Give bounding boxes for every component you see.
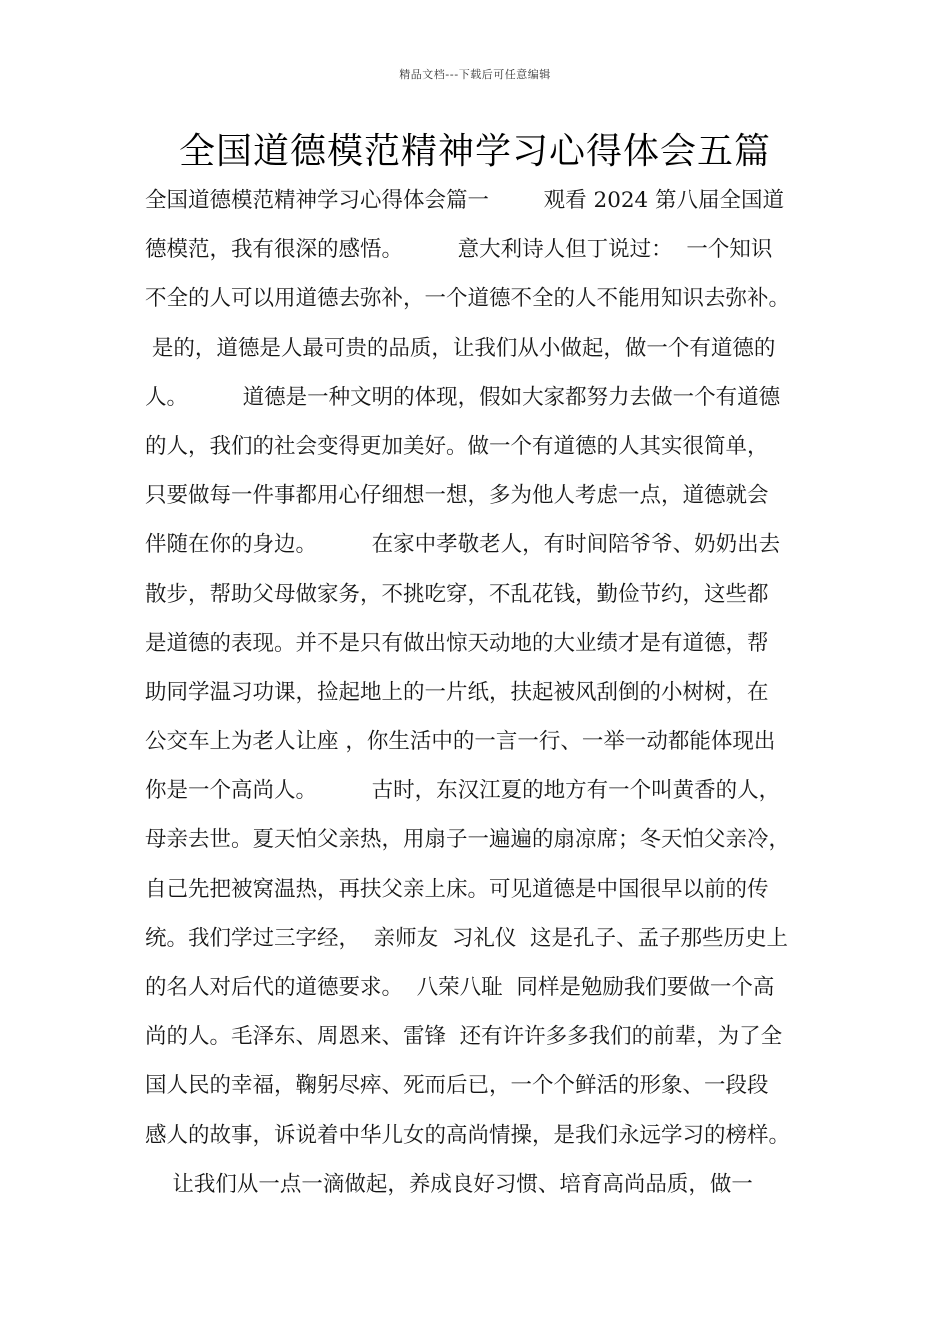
body-line: 助同学温习功课，捡起地上的一片纸，扶起被风刮倒的小树树，在 bbox=[145, 679, 769, 705]
body-line: 散步，帮助父母做家务，不挑吃穿，不乱花钱，勤俭节约，这些都 bbox=[145, 581, 769, 607]
body-line: 让我们从一点一滴做起，养成良好习惯、培育高尚品质，做一 bbox=[145, 1171, 753, 1197]
body-line: 的名人对后代的道德要求。 八荣八耻 同样是勉励我们要做一个高 bbox=[145, 975, 775, 1000]
body-line: 是道德的表现。并不是只有做出惊天动地的大业绩才是有道德，帮 bbox=[145, 630, 769, 656]
body-line: 只要做每一件事都用心仔细想一想，多为他人考虑一点，道德就会 bbox=[145, 483, 769, 509]
document-body bbox=[145, 178, 825, 1211]
body-line: 感人的故事，诉说着中华儿女的高尚情操，是我们永远学习的榜样。 bbox=[145, 1122, 791, 1148]
body-line: 母亲去世。夏天怕父亲热，用扇子一遍遍的扇凉席；冬天怕父亲冷， bbox=[145, 827, 791, 853]
body-line: 尚的人。毛泽东、周恩来、雷锋 还有许许多多我们的前辈，为了全 bbox=[145, 1024, 783, 1050]
body-line: 是的，道德是人最可贵的品质，让我们从小做起，做一个有道德的 bbox=[145, 335, 776, 361]
header-note: 精品文档---下载后可任意编辑 bbox=[399, 68, 551, 81]
body-line: 人。 道德是一种文明的体现，假如大家都努力去做一个有道德 bbox=[145, 384, 781, 410]
body-line: 公交车上为老人让座 ，你生活中的一言一行、一举一动都能体现出 bbox=[145, 729, 776, 755]
body-line: 自己先把被窝温热，再扶父亲上床。可见道德是中国很早以前的传 bbox=[145, 876, 769, 902]
body-line: 全国道德模范精神学习心得体会篇一 观看 2024 第八届全国道 bbox=[145, 188, 785, 213]
body-line: 国人民的幸福，鞠躬尽瘁、死而后已，一个个鲜活的形象、一段段 bbox=[145, 1073, 769, 1099]
body-line: 你是一个高尚人。 古时，东汉江夏的地方有一个叫黄香的人， bbox=[145, 778, 781, 804]
body-line: 的人，我们的社会变得更加美好。做一个有道德的人其实很简单， bbox=[145, 433, 769, 459]
body-line: 伴随在你的身边。 在家中孝敬老人，有时间陪爷爷、奶奶出去 bbox=[145, 532, 781, 558]
body-line: 统。我们学过三字经， 亲师友 习礼仪 这是孔子、孟子那些历史上 bbox=[145, 925, 789, 951]
page-title: 全国道德模范精神学习心得体会五篇 bbox=[178, 131, 771, 172]
body-line: 德模范，我有很深的感悟。 意大利诗人但丁说过： 一个知识 bbox=[145, 237, 773, 263]
body-line: 不全的人可以用道德去弥补，一个道德不全的人不能用知识去弥补。 bbox=[145, 286, 791, 312]
